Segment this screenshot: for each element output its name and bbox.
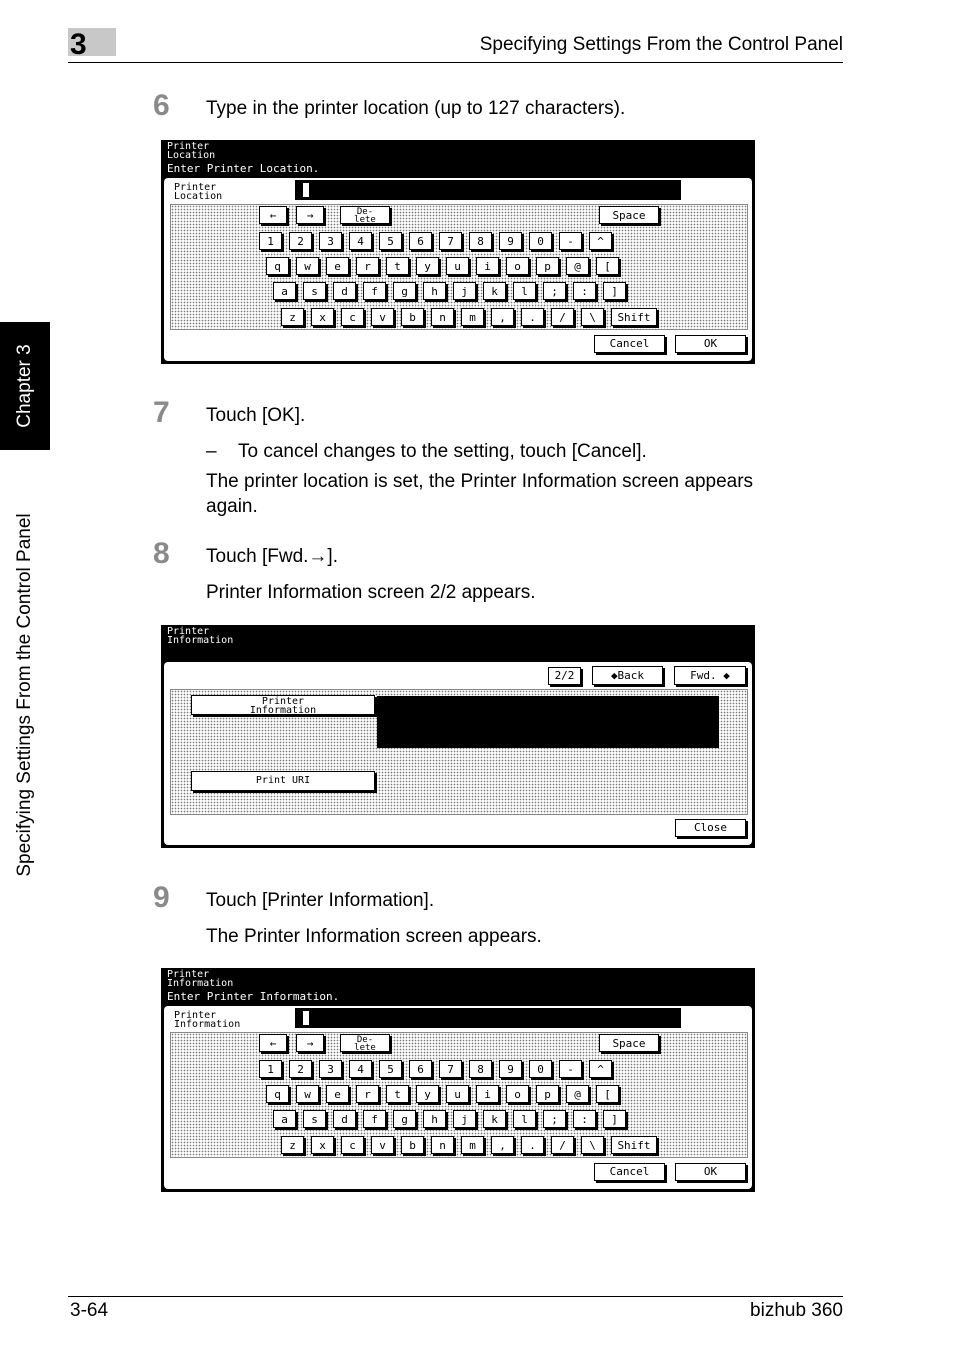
printer-information-value <box>377 696 719 748</box>
shift-key[interactable]: Shift <box>611 308 657 326</box>
key-row1-11[interactable]: ^ <box>589 232 612 250</box>
key-row2-4[interactable]: t <box>386 257 409 275</box>
step-number-9: 9 <box>153 881 170 914</box>
key-row3-2[interactable]: d <box>333 1110 356 1128</box>
key-row1-11[interactable]: ^ <box>589 1060 612 1078</box>
key-row2-1[interactable]: w <box>296 1085 319 1103</box>
key-row4-1[interactable]: x <box>311 308 334 326</box>
ok-button[interactable]: OK <box>675 1163 746 1181</box>
panel-title: Printer Information <box>167 969 234 989</box>
step-7-note: The printer location is set, the Printer Information screen appears again. <box>206 471 754 517</box>
footer-rule <box>68 1296 843 1297</box>
key-row2-9[interactable]: p <box>536 1085 559 1103</box>
bullet-dash: – <box>206 441 217 462</box>
panel-body <box>164 1006 752 1189</box>
print-uri-button[interactable]: Print URI <box>191 771 375 791</box>
information-input[interactable] <box>295 1008 681 1028</box>
key-row3-9[interactable]: ; <box>543 282 566 300</box>
right-arrow-key[interactable]: → <box>296 1034 324 1052</box>
key-row2-6[interactable]: u <box>446 257 469 275</box>
key-row3-8[interactable]: l <box>513 282 536 300</box>
key-row2-2[interactable]: e <box>326 257 349 275</box>
text-cursor <box>303 1011 309 1025</box>
printer-information-panel <box>161 625 755 848</box>
key-row3-4[interactable]: g <box>393 1110 416 1128</box>
key-row4-3[interactable]: v <box>371 1136 394 1154</box>
key-row3-11[interactable]: ] <box>603 282 626 300</box>
key-row2-1[interactable]: w <box>296 257 319 275</box>
key-row2-11[interactable]: [ <box>596 257 619 275</box>
key-row2-9[interactable]: p <box>536 257 559 275</box>
key-row2-4[interactable]: t <box>386 1085 409 1103</box>
key-row4-5[interactable]: n <box>431 308 454 326</box>
delete-key[interactable]: De- lete <box>340 1034 390 1052</box>
key-row2-5[interactable]: y <box>416 1085 439 1103</box>
delete-key[interactable]: De- lete <box>340 206 390 224</box>
right-arrow-key[interactable]: → <box>296 206 324 224</box>
key-row4-5[interactable]: n <box>431 1136 454 1154</box>
key-row2-7[interactable]: i <box>476 1085 499 1103</box>
location-input[interactable] <box>295 180 681 200</box>
close-button[interactable]: Close <box>675 819 746 837</box>
key-row2-6[interactable]: u <box>446 1085 469 1103</box>
key-row1-7[interactable]: 8 <box>469 232 492 250</box>
key-row1-1[interactable]: 2 <box>289 1060 312 1078</box>
key-row2-11[interactable]: [ <box>596 1085 619 1103</box>
header-title: Specifying Settings From the Control Panel <box>479 34 843 55</box>
back-button[interactable]: ◆Back <box>592 666 663 685</box>
printer-information-entry-panel <box>161 968 755 1192</box>
step-text-9: Touch [Printer Information]. <box>206 890 435 911</box>
key-row1-0[interactable]: 1 <box>259 1060 282 1078</box>
key-row2-5[interactable]: y <box>416 257 439 275</box>
key-row3-8[interactable]: l <box>513 1110 536 1128</box>
key-row2-0[interactable]: q <box>266 257 289 275</box>
key-row1-8[interactable]: 9 <box>499 232 522 250</box>
step-9-note: The Printer Information screen appears. <box>206 926 542 947</box>
forward-button[interactable]: Fwd. ◆ <box>674 666 746 685</box>
key-row2-2[interactable]: e <box>326 1085 349 1103</box>
key-row1-9[interactable]: 0 <box>529 1060 552 1078</box>
key-row3-3[interactable]: f <box>363 282 386 300</box>
space-key[interactable]: Space <box>599 206 659 224</box>
key-row2-0[interactable]: q <box>266 1085 289 1103</box>
key-row1-6[interactable]: 7 <box>439 232 462 250</box>
key-row2-10[interactable]: @ <box>566 257 589 275</box>
key-row1-10[interactable]: - <box>559 1060 582 1078</box>
key-row3-6[interactable]: j <box>453 282 476 300</box>
key-row1-7[interactable]: 8 <box>469 1060 492 1078</box>
text-cursor <box>303 183 309 197</box>
key-row4-6[interactable]: m <box>461 1136 484 1154</box>
step-text-8: Touch [Fwd.→]. <box>206 546 338 567</box>
key-row4-7[interactable]: , <box>491 1136 514 1154</box>
step-7-bullet: – To cancel changes to the setting, touch [Cancel]. <box>206 441 647 462</box>
key-row1-5[interactable]: 6 <box>409 232 432 250</box>
panel-body <box>164 662 752 845</box>
key-row4-2[interactable]: c <box>341 1136 364 1154</box>
key-row4-4[interactable]: b <box>401 1136 424 1154</box>
key-row4-9[interactable]: / <box>551 1136 574 1154</box>
key-row1-3[interactable]: 4 <box>349 232 372 250</box>
step-number-7: 7 <box>153 396 170 429</box>
key-row1-3[interactable]: 4 <box>349 1060 372 1078</box>
key-row2-8[interactable]: o <box>506 1085 529 1103</box>
key-row1-2[interactable]: 3 <box>319 232 342 250</box>
key-row3-2[interactable]: d <box>333 282 356 300</box>
step-number-8: 8 <box>153 537 170 570</box>
panel-title: Printer Information <box>167 626 234 646</box>
key-row4-10[interactable]: \ <box>581 308 604 326</box>
product-name: bizhub 360 <box>750 1300 843 1321</box>
key-row4-3[interactable]: v <box>371 308 394 326</box>
key-row2-10[interactable]: @ <box>566 1085 589 1103</box>
key-row4-0[interactable]: z <box>281 308 304 326</box>
cancel-button[interactable]: Cancel <box>594 1163 665 1181</box>
cancel-button[interactable]: Cancel <box>594 335 665 353</box>
shift-key[interactable]: Shift <box>611 1136 657 1154</box>
key-row4-8[interactable]: . <box>521 1136 544 1154</box>
left-arrow-key[interactable]: ← <box>259 1034 287 1052</box>
key-row3-0[interactable]: a <box>273 282 296 300</box>
sidebar-section-label: Specifying Settings From the Control Panel <box>14 513 35 877</box>
key-row3-10[interactable]: : <box>573 282 596 300</box>
step-text-6: Type in the printer location (up to 127 characters). <box>206 98 626 119</box>
key-row3-10[interactable]: : <box>573 1110 596 1128</box>
key-row3-9[interactable]: ; <box>543 1110 566 1128</box>
panel-title: Printer Location <box>167 141 216 161</box>
key-row4-9[interactable]: / <box>551 308 574 326</box>
sidebar-chapter-label: Chapter 3 <box>14 344 35 428</box>
key-row1-10[interactable]: - <box>559 232 582 250</box>
key-row4-0[interactable]: z <box>281 1136 304 1154</box>
chapter-number: 3 <box>70 28 87 61</box>
key-row3-1[interactable]: s <box>303 1110 326 1128</box>
key-row3-1[interactable]: s <box>303 282 326 300</box>
panel-prompt: Enter Printer Location. <box>167 162 320 175</box>
space-key[interactable]: Space <box>599 1034 659 1052</box>
key-row2-7[interactable]: i <box>476 257 499 275</box>
key-row3-7[interactable]: k <box>483 1110 506 1128</box>
step-8-note: Printer Information screen 2/2 appears. <box>206 582 536 603</box>
key-row1-4[interactable]: 5 <box>379 232 402 250</box>
key-row2-3[interactable]: r <box>356 1085 379 1103</box>
printer-information-button[interactable]: Printer Information <box>191 695 375 715</box>
step-number-6: 6 <box>153 89 170 122</box>
key-row1-2[interactable]: 3 <box>319 1060 342 1078</box>
key-row4-10[interactable]: \ <box>581 1136 604 1154</box>
field-label: Printer Location <box>174 182 223 202</box>
key-row4-1[interactable]: x <box>311 1136 334 1154</box>
key-row2-8[interactable]: o <box>506 257 529 275</box>
field-label: Printer Information <box>174 1010 241 1030</box>
printer-location-panel <box>161 140 755 364</box>
key-row1-9[interactable]: 0 <box>529 232 552 250</box>
key-row4-7[interactable]: , <box>491 308 514 326</box>
panel-prompt: Enter Printer Information. <box>167 990 340 1003</box>
key-row3-5[interactable]: h <box>423 282 446 300</box>
key-row3-11[interactable]: ] <box>603 1110 626 1128</box>
key-row1-1[interactable]: 2 <box>289 232 312 250</box>
key-row1-5[interactable]: 6 <box>409 1060 432 1078</box>
key-row2-3[interactable]: r <box>356 257 379 275</box>
header-rule <box>68 62 843 63</box>
step-text-7: Touch [OK]. <box>206 405 306 426</box>
key-row1-0[interactable]: 1 <box>259 232 282 250</box>
page-indicator: 2/2 <box>548 667 581 685</box>
key-row3-5[interactable]: h <box>423 1110 446 1128</box>
key-row1-8[interactable]: 9 <box>499 1060 522 1078</box>
panel-body <box>164 178 752 361</box>
key-row3-7[interactable]: k <box>483 282 506 300</box>
key-row4-2[interactable]: c <box>341 308 364 326</box>
key-row3-3[interactable]: f <box>363 1110 386 1128</box>
key-row3-0[interactable]: a <box>273 1110 296 1128</box>
key-row3-4[interactable]: g <box>393 282 416 300</box>
left-arrow-key[interactable]: ← <box>259 206 287 224</box>
key-row4-4[interactable]: b <box>401 308 424 326</box>
key-row4-6[interactable]: m <box>461 308 484 326</box>
key-row1-4[interactable]: 5 <box>379 1060 402 1078</box>
key-row3-6[interactable]: j <box>453 1110 476 1128</box>
key-row1-6[interactable]: 7 <box>439 1060 462 1078</box>
ok-button[interactable]: OK <box>675 335 746 353</box>
key-row4-8[interactable]: . <box>521 308 544 326</box>
page-number: 3-64 <box>70 1300 109 1321</box>
